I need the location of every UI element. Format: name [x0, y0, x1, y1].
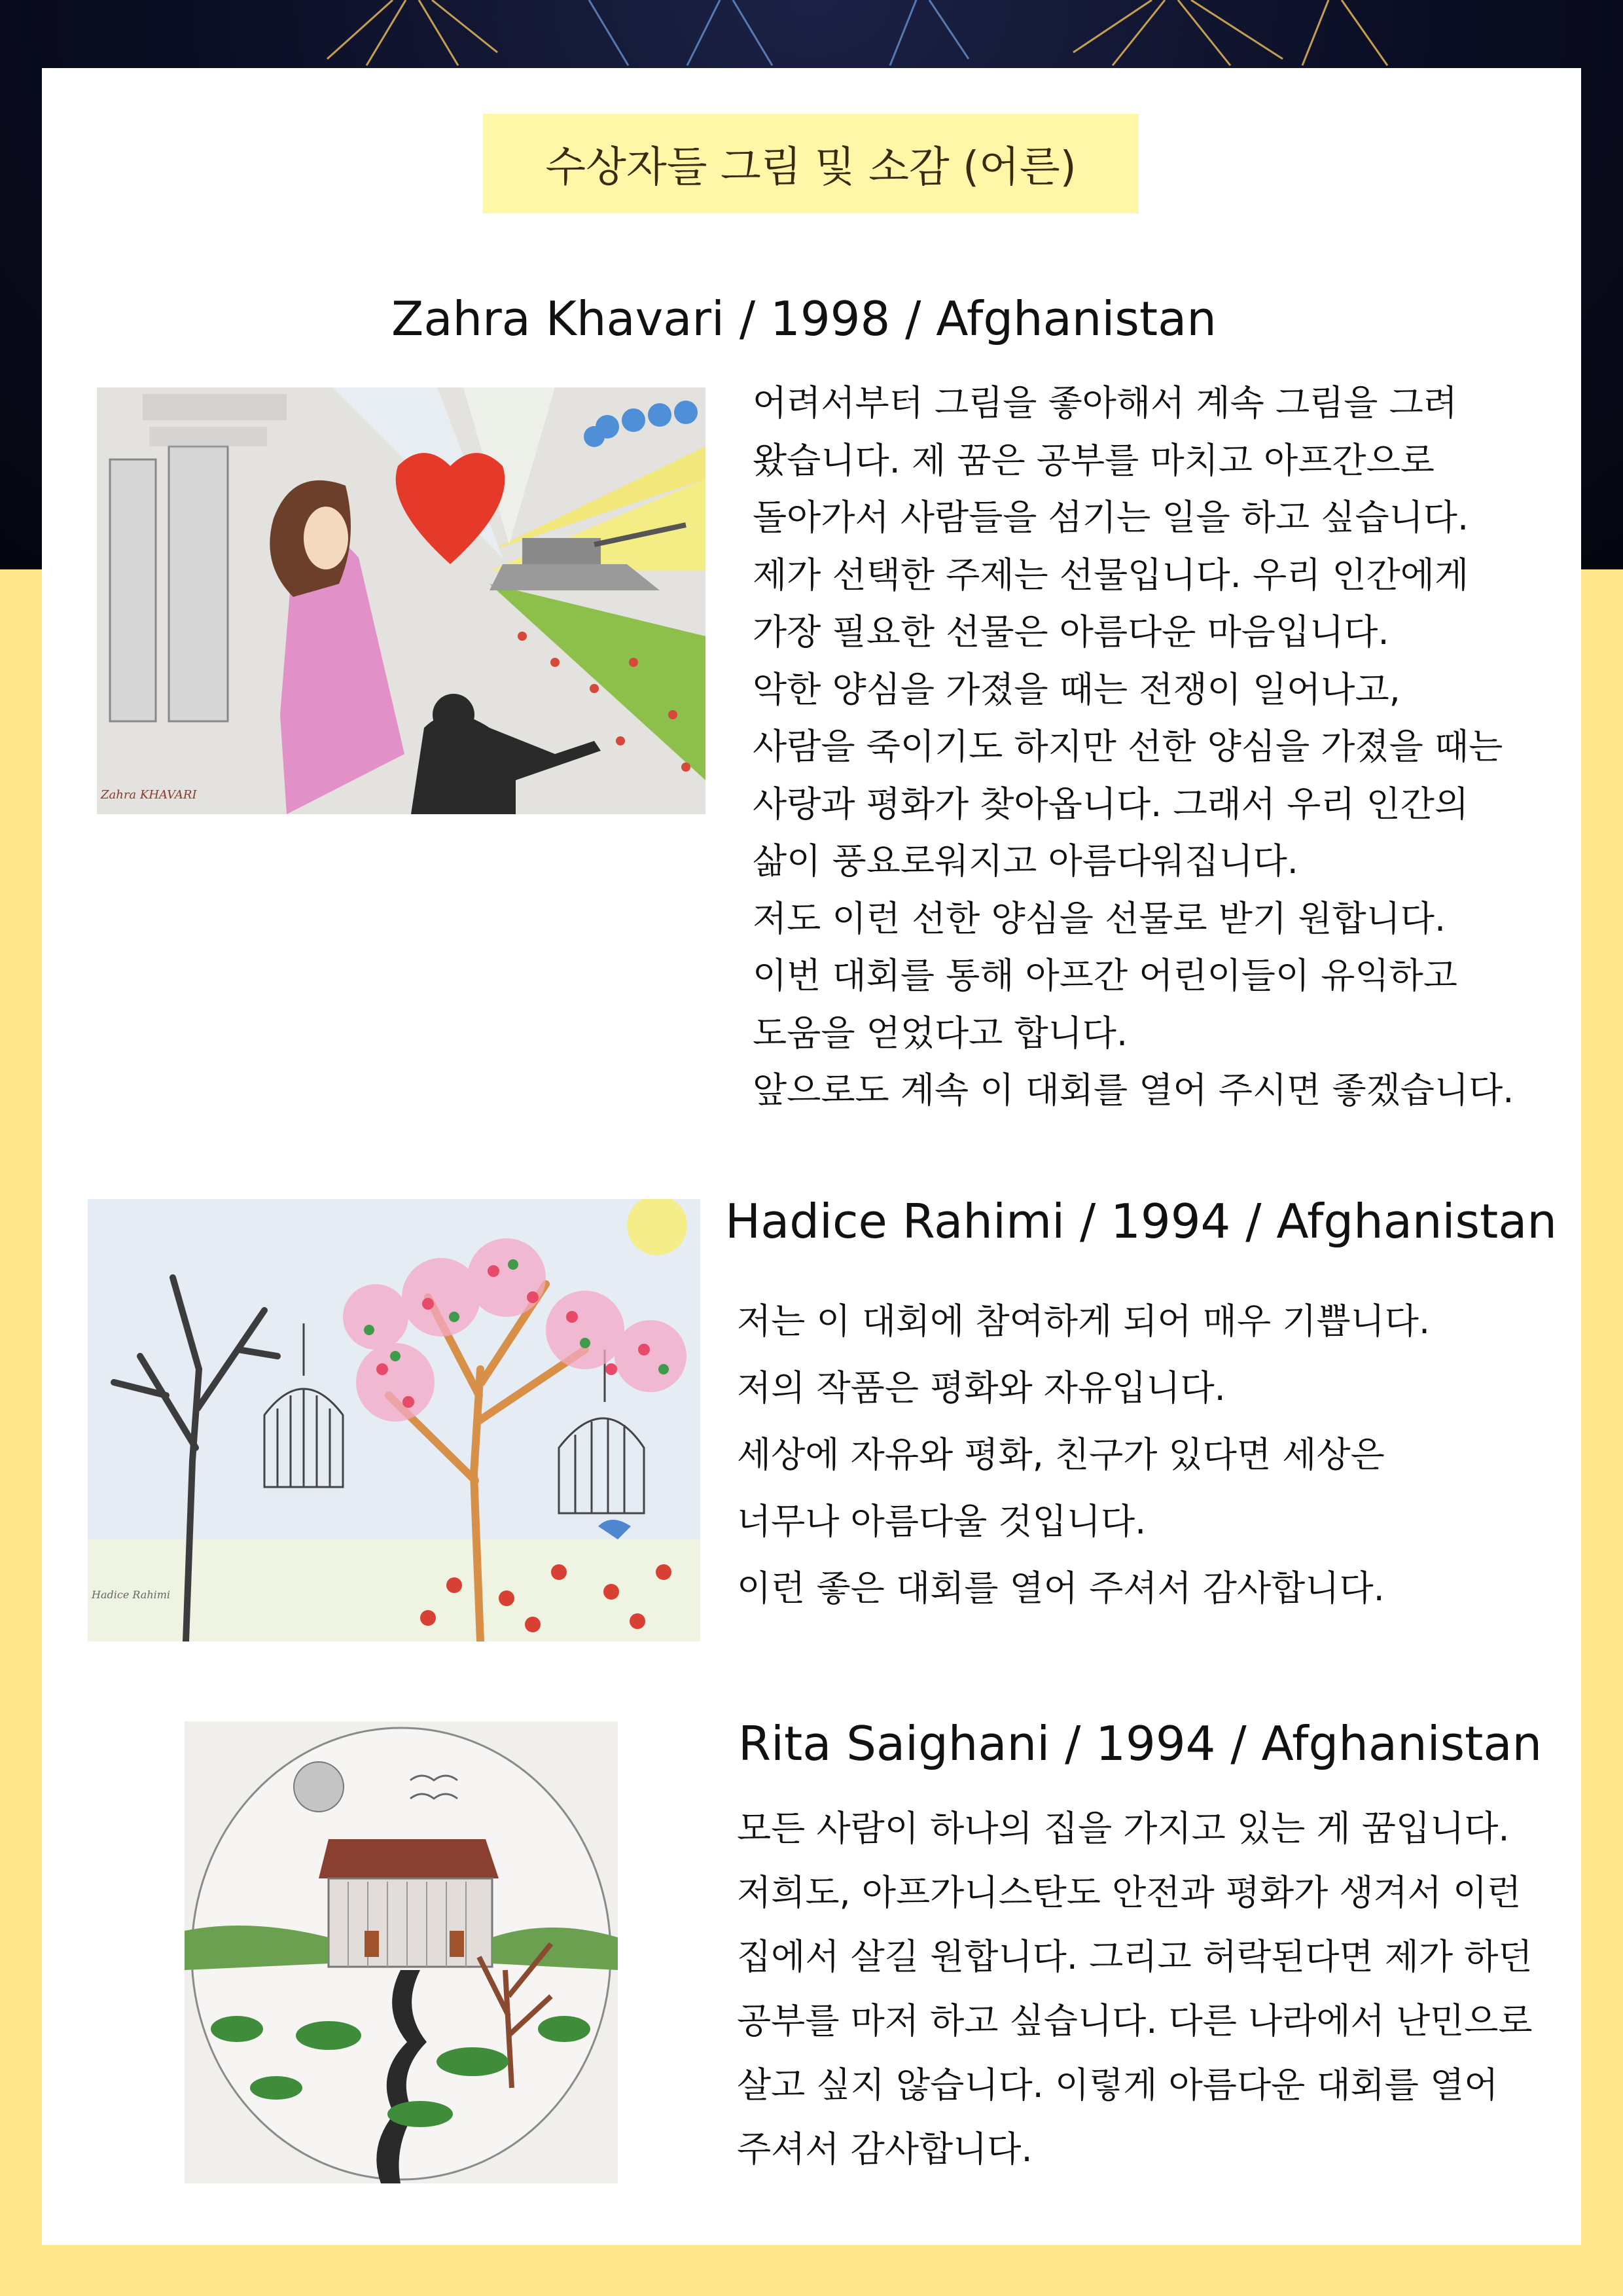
statement-line: 삶이 풍요로워지고 아름다워집니다.: [753, 840, 1298, 882]
statement-line: 앞으로도 계속 이 대회를 열어 주시면 좋겠습니다.: [753, 1069, 1514, 1111]
statement-rita: [737, 1797, 1533, 2181]
artist-name-zahra: Zahra Khavari / 1998 / Afghanistan: [391, 291, 1217, 346]
page-title-text: 수상자들 그림 및 소감 (어른): [545, 143, 1077, 192]
statement-hadice: [737, 1288, 1430, 1622]
artist-name-hadice: Hadice Rahimi / 1994 / Afghanistan: [725, 1194, 1558, 1249]
statement-line: 가장 필요한 선물은 아름다운 마음입니다.: [753, 611, 1389, 653]
artwork-hadice: [88, 1199, 700, 1641]
statement-line: 돌아가서 사람들을 섬기는 일을 하고 싶습니다.: [753, 497, 1469, 538]
statement-line: 저는 이 대회에 참여하게 되어 매우 기쁩니다.: [737, 1300, 1431, 1342]
statement-line: 모든 사람이 하나의 집을 가지고 있는 게 꿈입니다.: [737, 1808, 1510, 1849]
statement-line: 너무나 아름다울 것입니다.: [737, 1501, 1147, 1542]
statement-line: 저희도, 아프가니스탄도 안전과 평화가 생겨서 이런: [737, 1872, 1522, 1913]
statement-line: 주셔서 감사합니다.: [737, 2128, 1033, 2170]
statement-line: 왔습니다. 제 꿈은 공부를 마치고 아프간으로: [753, 439, 1435, 481]
statement-line: 이번 대회를 통해 아프간 어린이들이 유익하고: [753, 955, 1457, 996]
statement-line: 공부를 마저 하고 싶습니다. 다른 나라에서 난민으로: [737, 2000, 1533, 2041]
statement-line: 저의 작품은 평화와 자유입니다.: [737, 1367, 1226, 1408]
artwork-rita: [185, 1721, 618, 2183]
statement-line: 집에서 살길 원합니다. 그리고 허락된다면 제가 하던: [737, 1936, 1533, 1977]
statement-line: 도움을 얻었다고 합니다.: [753, 1012, 1128, 1054]
artist-name-rita: Rita Saighani / 1994 / Afghanistan: [738, 1716, 1543, 1771]
statement-line: 어려서부터 그림을 좋아해서 계속 그림을 그려: [753, 382, 1457, 423]
statement-line: 악한 양심을 가졌을 때는 전쟁이 일어나고,: [753, 668, 1400, 710]
statement-zahra: [753, 374, 1514, 1119]
statement-line: 사랑과 평화가 찾아옵니다. 그래서 우리 인간의: [753, 783, 1469, 825]
statement-line: 제가 선택한 주제는 선물입니다. 우리 인간에게: [753, 554, 1469, 596]
statement-line: 사람을 죽이기도 하지만 선한 양심을 가졌을 때는: [753, 726, 1503, 767]
page-title: [483, 114, 1139, 213]
statement-line: 살고 싶지 않습니다. 이렇게 아름다운 대회를 열어: [737, 2064, 1499, 2106]
statement-line: 세상에 자유와 평화, 친구가 있다면 세상은: [737, 1434, 1385, 1475]
artwork-hadice-signature: Hadice Rahimi: [92, 1588, 171, 1601]
fireworks-decoration: [0, 0, 1623, 72]
artwork-zahra-signature: Zahra KHAVARI: [101, 788, 197, 802]
statement-line: 이런 좋은 대회를 열어 주셔서 감사합니다.: [737, 1568, 1385, 1609]
statement-line: 저도 이런 선한 양심을 선물로 받기 원합니다.: [753, 897, 1446, 939]
artwork-zahra: [97, 387, 705, 814]
